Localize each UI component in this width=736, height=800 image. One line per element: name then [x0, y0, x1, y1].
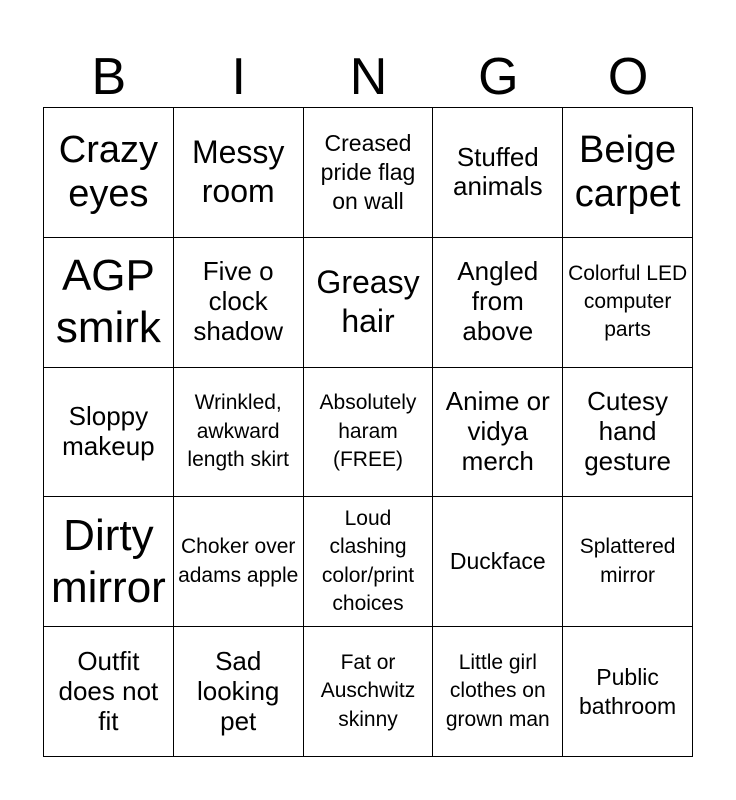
- bingo-cell[interactable]: Splattered mirror: [563, 497, 693, 627]
- bingo-cell[interactable]: Beige carpet: [563, 108, 693, 238]
- header-letter-i: I: [231, 48, 246, 106]
- header-letter-n: N: [349, 48, 388, 106]
- bingo-cell[interactable]: Choker over adams apple: [174, 497, 304, 627]
- bingo-cell[interactable]: Angled from above: [433, 238, 563, 368]
- header-letter-g: G: [478, 48, 519, 106]
- bingo-cell[interactable]: Dirty mirror: [44, 497, 174, 627]
- header-letter-b: B: [91, 48, 127, 106]
- bingo-cell[interactable]: Wrinkled, awkward length skirt: [174, 368, 304, 498]
- header-letter-o: O: [607, 48, 649, 106]
- bingo-cell[interactable]: Stuffed animals: [433, 108, 563, 238]
- bingo-cell[interactable]: Creased pride flag on wall: [304, 108, 434, 238]
- bingo-cell[interactable]: Colorful LED computer parts: [563, 238, 693, 368]
- bingo-cell[interactable]: Sad looking pet: [174, 627, 304, 757]
- bingo-cell[interactable]: Crazy eyes: [44, 108, 174, 238]
- bingo-cell[interactable]: Greasy hair: [304, 238, 434, 368]
- bingo-cell[interactable]: Little girl clothes on grown man: [433, 627, 563, 757]
- bingo-cell[interactable]: Cutesy hand gesture: [563, 368, 693, 498]
- bingo-cell[interactable]: Public bathroom: [563, 627, 693, 757]
- bingo-cell[interactable]: Duckface: [433, 497, 563, 627]
- bingo-cell[interactable]: Sloppy makeup: [44, 368, 174, 498]
- bingo-cell[interactable]: Outfit does not fit: [44, 627, 174, 757]
- bingo-cell[interactable]: AGP smirk: [44, 238, 174, 368]
- bingo-grid: [43, 107, 693, 757]
- bingo-cell[interactable]: Five o clock shadow: [174, 238, 304, 368]
- bingo-cell[interactable]: Messy room: [174, 108, 304, 238]
- bingo-cell[interactable]: Loud clashing color/print choices: [304, 497, 434, 627]
- bingo-cell[interactable]: Fat or Auschwitz skinny: [304, 627, 434, 757]
- bingo-cell[interactable]: Anime or vidya merch: [433, 368, 563, 498]
- free-space-cell[interactable]: Absolutely haram (FREE): [304, 368, 434, 498]
- bingo-header: [44, 48, 693, 106]
